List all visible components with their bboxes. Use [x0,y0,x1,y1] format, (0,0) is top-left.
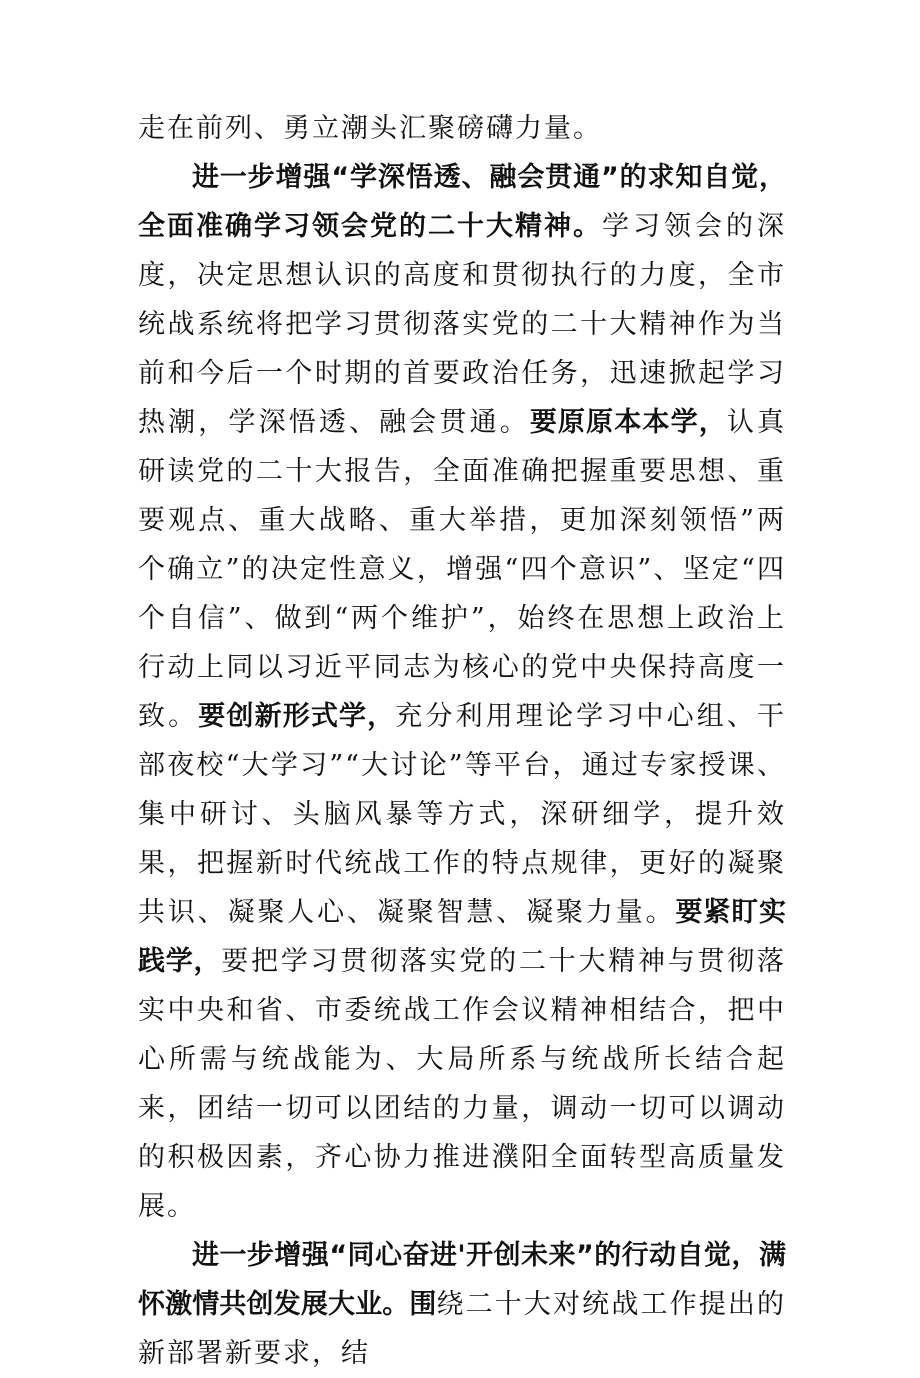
paragraph-1 [138,104,786,153]
paragraph-2-point-2: 要创新形式学， [198,701,396,732]
paragraph-2-text-3: 充分利用理论学习中心组、干部夜校“大学习”“大讨论”等平台，通过专家授课、集中研讨、头脑风暴等方式，深研细学，提升效果，把握新时代统战工作的特点规律，更好的凝聚共识、凝聚人心、凝聚智慧、凝聚力量。 [138,701,787,928]
paragraph-2-text-2: 认真研读党的二十大报告，全面准确把握重要思想、重要观点、重大战略、重大举措，更加深刻领悟”两个确立”的决定性意义，增强“四个意识”、坚定“四个自信”、做到“两个维护”，始终在思想上政治上行动上同以习近平同志为核心的党中央保持高度一致。 [138,407,787,732]
paragraph-1-text: 走在前列、勇立潮头汇聚磅礴力量。 [138,113,602,144]
paragraph-2-point-3: 要紧盯实践学， [138,897,787,977]
paragraph-3 [138,1231,786,1378]
paragraph-2-text-4: 要把学习贯彻落实党的二十大精神与贯彻落实中央和省、市委统战工作会议精神相结合，把中心所需与统战能为、大局所系与统战所长结合起来，团结一切可以团结的力量，调动一切可以调动的积极因素，齐心协力推进濮阳全面转型高质量发展。 [138,946,787,1222]
paragraph-2-heading: 进一步增强“学深悟透、融会贯通”的求知自觉，全面准确学习领会党的二十大精神。 [138,162,786,242]
paragraph-2 [138,153,786,1231]
paragraph-2-text-1: 学习领会的深度，决定思想认识的高度和贯彻执行的力度，全市统战系统将把学习贯彻落实党的二十大精神作为当前和今后一个时期的首要政治任务，迅速掀起学习热潮，学深悟透、融会贯通。 [138,211,786,438]
paragraph-3-heading: 进一步增强“同心奋进'开创未来”的行动自觉，满怀激情共创发展大业。围 [138,1240,786,1320]
paragraph-3-text-1: 绕二十大对统战工作提出的新部署新要求，结 [138,1289,786,1369]
document-body [138,104,786,1378]
paragraph-2-point-1: 要原原本本学， [529,407,727,438]
